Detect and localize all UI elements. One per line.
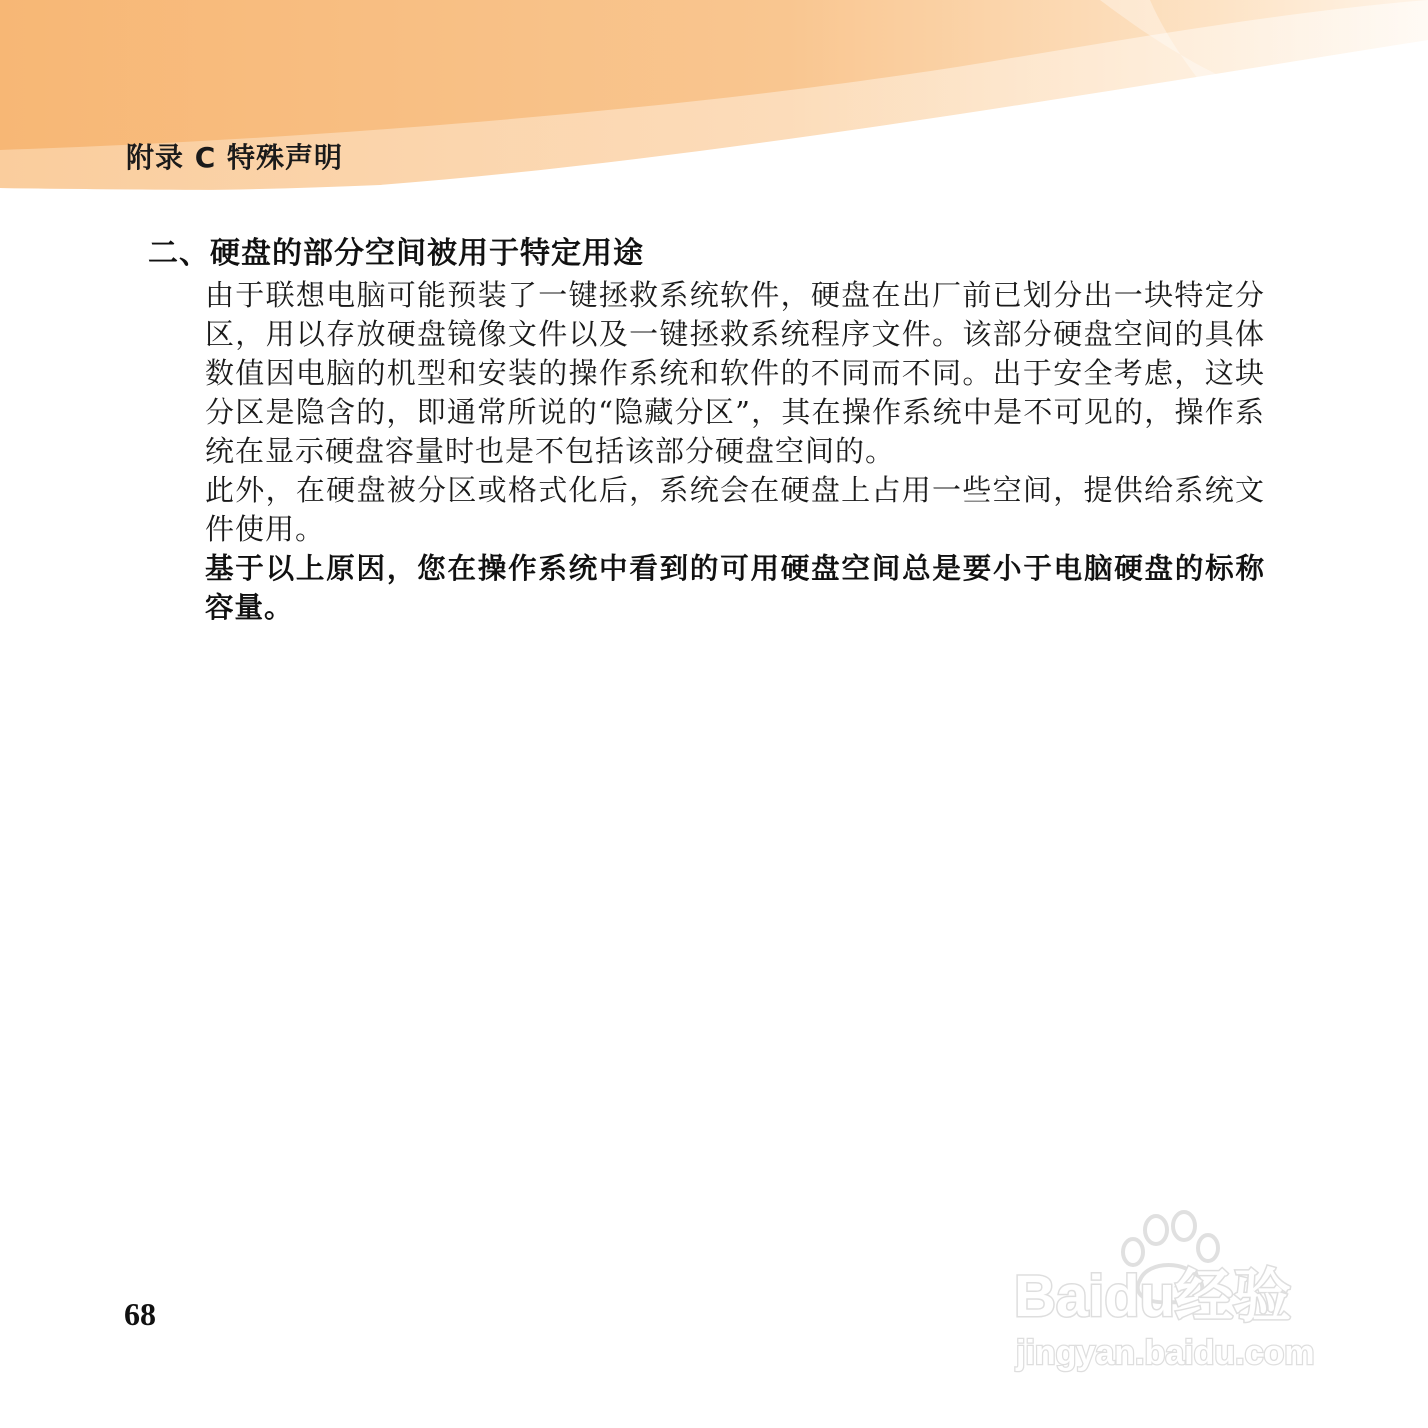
watermark-brand: Baidu经验	[1014, 1264, 1292, 1329]
emphasis-paragraph: 基于以上原因，您在操作系统中看到的可用硬盘空间总是要小于电脑硬盘的标称容量。	[205, 552, 1265, 624]
baidu-watermark	[1008, 1208, 1348, 1376]
section-body	[205, 276, 1265, 627]
page-number: 68	[124, 1296, 156, 1332]
running-head: 附录 C 特殊声明	[126, 141, 344, 174]
paragraph-1: 由于联想电脑可能预装了一键拯救系统软件，硬盘在出厂前已划分出一块特定分区，用以存放硬盘镜像文件以及一键拯救系统程序文件。该部分硬盘空间的具体数值因电脑的机型和安装的操作系统和软件的不同而不同。出于安全考虑，这块分区是隐含的，即通常所说的“隐藏分区”，其在操作系统中是不可见的，操作系统在显示硬盘容量时也是不包括该部分硬盘空间的。	[205, 278, 1265, 468]
paragraph-2: 此外，在硬盘被分区或格式化后，系统会在硬盘上占用一些空间，提供给系统文件使用。	[205, 473, 1265, 546]
section-title: 二、硬盘的部分空间被用于特定用途	[148, 236, 644, 271]
watermark-url: jingyan.baidu.com	[1016, 1334, 1315, 1372]
